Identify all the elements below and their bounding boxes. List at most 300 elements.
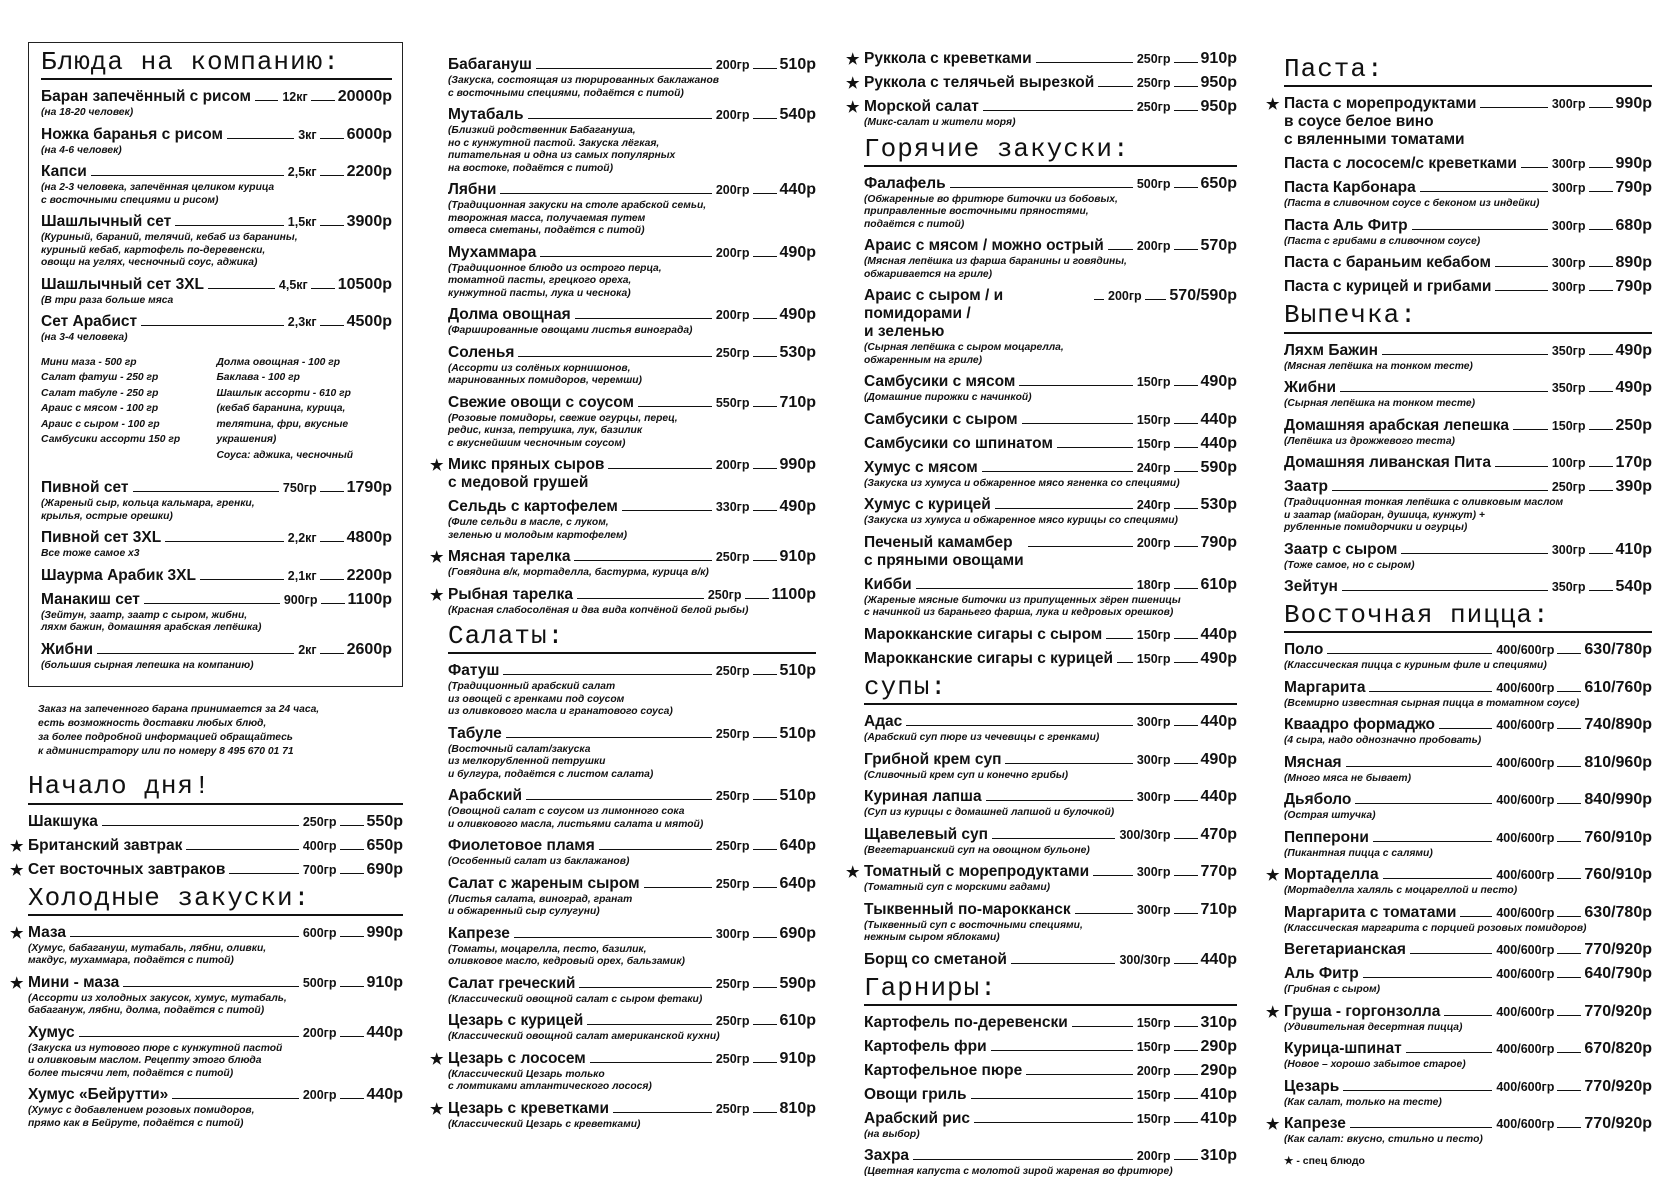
menu-item	[448, 56, 816, 100]
menu-item	[1284, 1078, 1652, 1110]
menu-item	[448, 975, 816, 1007]
item-price: 530р	[1200, 496, 1237, 514]
menu-item	[864, 626, 1237, 644]
leader-line	[1589, 229, 1613, 230]
item-weight: 2,3кг	[287, 315, 317, 330]
menu-item-row	[1284, 904, 1652, 922]
item-price: 810р	[779, 1099, 816, 1117]
item-weight: 3кг	[298, 127, 317, 142]
item-weight: 200гр	[1108, 289, 1142, 304]
star-icon: ★	[1266, 1116, 1280, 1134]
leader-line	[1094, 299, 1104, 300]
item-price: 390р	[1615, 478, 1652, 496]
menu-item	[41, 529, 392, 561]
section-title: Гарниры:	[864, 975, 1237, 1006]
leader-line	[1412, 229, 1548, 230]
item-weight: 250гр	[715, 789, 750, 804]
item-price: 2200р	[346, 163, 392, 181]
leader-line	[753, 849, 777, 850]
item-name: Груша - горгонзолла	[1284, 1002, 1441, 1020]
item-weight: 400/600гр	[1496, 1004, 1555, 1019]
item-description: (Близкий родственник Бабагануша, но с кунжутной пастой. Закуска лёгкая, питательная и одна из самых популярных на востоке, подаётся с питой)	[448, 125, 676, 174]
menu-item	[1284, 179, 1652, 211]
leader-line	[1346, 766, 1493, 767]
leader-line	[144, 603, 280, 604]
item-name: Марокканские сигары с курицей	[864, 649, 1113, 667]
item-weight: 200гр	[715, 308, 750, 322]
item-description: (Лепёшка из дрожжевого теста)	[1284, 435, 1455, 447]
item-description: (Традиционный арабский салат из овощей с гренками под соусом из оливкового масла и гранатового соуса)	[448, 681, 673, 718]
menu-item	[1284, 578, 1652, 596]
item-price: 540р	[779, 106, 816, 123]
item-name: Паста Карбонара	[1284, 179, 1416, 197]
menu-item	[28, 813, 403, 831]
item-weight: 100гр	[1551, 456, 1586, 471]
item-price: 1100р	[771, 585, 816, 603]
item-weight: 200гр	[1136, 1063, 1171, 1078]
leader-line	[916, 588, 1133, 589]
item-price: 610р	[1200, 575, 1237, 593]
menu-item-row	[1284, 754, 1652, 772]
item-description: (Закуска из хумуса и обжаренное мясо курицы со специями)	[864, 515, 1178, 527]
menu-item	[448, 662, 816, 719]
item-price: 2200р	[346, 566, 392, 584]
item-name: Рыбная тарелка	[448, 585, 574, 603]
item-weight: 200гр	[1136, 1149, 1171, 1164]
item-name: Капрезе	[1284, 1115, 1346, 1133]
leader-line	[320, 138, 344, 139]
leader-line	[1557, 916, 1581, 917]
leader-line	[208, 288, 275, 289]
item-description: (Традиционная закуски на столе арабской семьи, творожная масса, получаемая путем отвеса сметаны, подаётся с питой)	[448, 200, 707, 236]
leader-line	[1589, 290, 1613, 291]
item-price: 640/790р	[1584, 965, 1652, 983]
leader-line	[1327, 653, 1492, 654]
item-price: 590р	[1200, 458, 1237, 476]
item-price: 410р	[1615, 540, 1652, 558]
menu-item-row	[864, 751, 1237, 769]
section-title: Паста:	[1284, 56, 1652, 87]
item-price: 6000р	[346, 125, 392, 143]
leader-line	[1513, 429, 1548, 430]
leader-line	[974, 1122, 1133, 1123]
item-name: Цезарь с курицей	[448, 1012, 584, 1030]
item-name: Морской салат	[864, 98, 979, 115]
leader-line	[186, 849, 298, 850]
item-name: Табуле	[448, 724, 502, 742]
menu-item	[28, 1024, 403, 1081]
menu-item	[1284, 379, 1652, 411]
item-weight: 150гр	[1136, 627, 1171, 642]
leader-line	[579, 987, 711, 988]
leader-line	[913, 1159, 1133, 1160]
menu-item	[41, 479, 392, 523]
menu-item	[10, 860, 403, 879]
leader-line	[514, 937, 712, 938]
leader-line	[1174, 86, 1198, 87]
menu-item	[10, 923, 403, 968]
menu-item	[864, 411, 1237, 429]
leader-line	[340, 1098, 364, 1099]
leader-line	[1557, 1127, 1581, 1128]
leader-line	[1174, 1050, 1198, 1051]
leader-line	[340, 873, 364, 874]
item-description: (Овощной салат с соусом из лимонного сока и оливкового масла, листьями салата и мятой)	[448, 806, 704, 830]
menu-item-row	[864, 1086, 1237, 1104]
item-description: (Розовые помидоры, свежие огурцы, перец, редис, кинза, петрушка, лук, базилик с вкуснейшим чесночным соусом)	[448, 412, 678, 449]
item-description: (Всемирно известная сырная пицца в томатном соусе)	[1284, 697, 1580, 709]
item-name: Сет Арабист	[41, 313, 138, 331]
item-price: 990р	[366, 923, 403, 941]
item-name: Щавелевый суп	[864, 825, 989, 843]
menu-item	[864, 373, 1237, 405]
item-price: 770/920р	[1584, 941, 1652, 959]
item-description: (на выбор)	[864, 1128, 920, 1140]
item-weight: 400/600гр	[1496, 1117, 1555, 1132]
leader-line	[1093, 875, 1133, 876]
item-description: (Новое – хорошо забытое старое)	[1284, 1059, 1466, 1071]
item-description: (Классический Цезарь с креветками)	[448, 1118, 641, 1130]
leader-line	[1174, 1122, 1198, 1123]
leader-line	[1174, 875, 1198, 876]
menu-item	[1284, 791, 1652, 823]
item-weight: 750гр	[282, 481, 317, 496]
item-weight: 250гр	[1136, 76, 1171, 90]
leader-line	[1036, 62, 1133, 63]
leader-line	[1174, 471, 1198, 472]
star-icon: ★	[1266, 96, 1280, 114]
item-name: Шаурма Арабик 3XL	[41, 566, 196, 584]
item-description: (Закуска из хумуса и обжаренное мясо ягненка со специями)	[864, 477, 1180, 489]
item-price: 690р	[366, 860, 403, 878]
item-price: 990р	[1615, 95, 1652, 113]
item-name: Арабский	[448, 787, 523, 805]
leader-line	[753, 256, 777, 257]
leader-line	[1174, 638, 1198, 639]
leader-line	[753, 193, 777, 194]
item-name: Жибни	[41, 640, 94, 658]
leader-line	[753, 674, 777, 675]
leader-line	[1557, 1015, 1581, 1016]
item-price: 510р	[779, 787, 816, 805]
menu-item-row	[448, 244, 816, 262]
menu-item	[448, 106, 816, 175]
item-name: Салат греческий	[448, 974, 576, 992]
item-name: Заатр	[1284, 478, 1329, 496]
leader-line	[1098, 86, 1133, 87]
leader-line	[992, 838, 1115, 839]
menu-item	[1284, 342, 1652, 374]
menu-item-row	[448, 586, 816, 604]
leader-line	[1174, 447, 1198, 448]
leader-line	[123, 986, 299, 987]
item-weight: 300гр	[1551, 97, 1586, 112]
item-description: (Тыквенный суп с восточными специями, нежным сыром яблоками)	[864, 919, 1083, 944]
item-price: 790р	[1615, 179, 1652, 197]
menu-item	[41, 163, 392, 207]
menu-item	[430, 456, 816, 492]
item-description: (Тоже самое, но с сыром)	[1284, 559, 1415, 571]
leader-line	[340, 849, 364, 850]
leader-line	[950, 187, 1133, 188]
item-name: Печеный камамбер с пряными овощами	[864, 533, 1024, 569]
item-description: (Говядина в/к, мортаделла, бастурма, курица в/к)	[448, 567, 709, 578]
item-name: Самбусики с мясом	[864, 373, 1016, 391]
item-weight: 200гр	[1136, 239, 1171, 254]
item-name: Капси	[41, 163, 87, 181]
menu-item-row	[448, 1050, 816, 1068]
menu-item-row	[1284, 1040, 1652, 1058]
leader-line	[1557, 1052, 1581, 1053]
leader-line	[1460, 916, 1492, 917]
item-description: (Мясная лепёшка из фарша баранины и говядины, обжаривается на гриле)	[864, 256, 1127, 280]
menu-item-row	[864, 175, 1237, 193]
menu-item-row	[864, 1110, 1237, 1128]
menu-column-4	[1266, 50, 1652, 1167]
item-weight: 250гр	[715, 345, 750, 360]
leader-line	[638, 406, 712, 407]
menu-item	[1284, 254, 1652, 272]
item-weight: 350гр	[1551, 580, 1586, 595]
item-price: 910р	[779, 1049, 816, 1067]
item-description: (Закуска, состоящая из пюрированных баклажанов с восточными специями, подаётся с питой)	[448, 75, 720, 99]
item-description: (Удивительная десертная пицца)	[1284, 1021, 1463, 1033]
item-name: Поло	[1284, 641, 1324, 659]
item-price: 490р	[1615, 379, 1652, 397]
item-price: 550р	[366, 812, 403, 830]
item-weight: 250гр	[1551, 480, 1586, 495]
menu-item-row	[41, 313, 392, 331]
menu-item-row	[864, 1147, 1237, 1165]
menu-item	[864, 237, 1237, 281]
item-price: 410р	[1200, 1085, 1237, 1103]
item-description: (Хумус, бабагануш, мутабаль, лябни, оливки, макдус, мухаммара, подаётся с питой)	[28, 942, 267, 967]
menu-item	[448, 787, 816, 831]
item-price: 440р	[366, 1086, 403, 1104]
item-description: (Грибная с сыром)	[1284, 984, 1381, 996]
item-name: Мутабаль	[448, 106, 524, 123]
item-price: 490р	[779, 306, 816, 323]
star-icon: ★	[846, 99, 860, 116]
item-name: Руккола с телячьей вырезкой	[864, 74, 1095, 91]
leader-line	[102, 825, 299, 826]
menu-item	[864, 1014, 1237, 1032]
item-price: 710р	[1200, 900, 1237, 918]
star-icon: ★	[846, 75, 860, 92]
leader-line	[1057, 447, 1133, 448]
item-price: 640р	[779, 837, 816, 855]
menu-item	[864, 1086, 1237, 1104]
leader-line	[165, 541, 284, 542]
leader-line	[995, 508, 1133, 509]
item-price: 760/910р	[1584, 866, 1652, 884]
item-name: Паста Аль Фитр	[1284, 216, 1408, 234]
leader-line	[1174, 110, 1198, 111]
leader-line	[577, 598, 704, 599]
section-title: Восточная пицца:	[1284, 602, 1652, 633]
leader-line	[340, 936, 364, 937]
item-name: Мясная	[1284, 753, 1342, 771]
star-icon: ★	[430, 457, 444, 474]
item-price: 510р	[779, 662, 816, 680]
leader-line	[1557, 1090, 1581, 1091]
item-weight: 240гр	[1136, 460, 1171, 475]
item-description: (Красная слабосолёная и два вида копчёной белой рыбы)	[448, 604, 749, 616]
item-weight: 12кг	[282, 90, 308, 105]
item-name: Кваадро формаджо	[1284, 716, 1435, 734]
item-name: Сельдь с картофелем	[448, 498, 618, 515]
leader-line	[1332, 490, 1548, 491]
menu-column-3	[846, 50, 1237, 1185]
item-weight: 400/600гр	[1496, 793, 1555, 808]
item-description: (Сливочный крем суп и конечно грибы)	[864, 769, 1069, 781]
item-name: Паста с курицей и грибами	[1284, 278, 1492, 296]
leader-line	[753, 1112, 777, 1113]
item-name: Шашлычный сет 3XL	[41, 275, 204, 293]
menu-item-row	[864, 459, 1237, 477]
item-price: 760/910р	[1584, 828, 1652, 846]
menu-item-row	[1284, 866, 1652, 884]
item-price: 910р	[779, 548, 816, 565]
menu-item-row	[864, 287, 1237, 341]
item-description: (Восточный салат/закуска из мелкорубленной петрушки и булгура, подаётся с листом салата)	[448, 743, 654, 780]
leader-line	[1174, 963, 1198, 964]
item-weight: 150гр	[1551, 418, 1586, 433]
leader-line	[506, 737, 712, 738]
legend	[1284, 1155, 1652, 1167]
item-weight: 400/600гр	[1496, 830, 1555, 845]
item-weight: 400/600гр	[1496, 905, 1555, 920]
item-description: (В три раза больше мяса	[41, 294, 174, 306]
leader-line	[986, 800, 1133, 801]
menu-item-row	[1284, 1003, 1652, 1021]
menu-item	[1284, 155, 1652, 173]
item-price: 490р	[779, 243, 816, 261]
item-weight: 350гр	[1551, 343, 1586, 358]
item-description: (Хумус с добавлением розовых помидоров, прямо как в Бейруте, подаётся с питой)	[28, 1105, 255, 1129]
leader-line	[1174, 1074, 1198, 1075]
leader-line	[1363, 977, 1493, 978]
item-weight: 300гр	[715, 926, 750, 941]
item-name: Хумус «Бейрутти»	[28, 1086, 169, 1104]
item-name: Адас	[864, 713, 903, 731]
item-name: Свежие овощи с соусом	[448, 393, 634, 411]
menu-item	[864, 576, 1237, 620]
item-price: 1100р	[347, 590, 392, 608]
leader-line	[1174, 508, 1198, 509]
item-weight: 300гр	[1551, 542, 1586, 557]
leader-line	[1174, 838, 1198, 839]
leader-line	[1174, 913, 1198, 914]
leader-line	[753, 356, 777, 357]
item-weight: 300гр	[1551, 218, 1586, 233]
section-title: супы:	[864, 674, 1237, 705]
menu-item	[41, 276, 392, 308]
item-price: 490р	[1615, 341, 1652, 359]
leader-line	[70, 936, 299, 937]
leader-line	[1350, 1127, 1493, 1128]
menu-item	[430, 585, 816, 618]
leader-line	[133, 491, 279, 492]
item-price: 840/990р	[1584, 791, 1652, 809]
item-name: Мини - маза	[28, 973, 120, 991]
menu-item	[41, 591, 392, 635]
leader-line	[971, 1098, 1133, 1099]
menu-item	[864, 901, 1237, 945]
item-description: (Классическая маргарита с порцией розовых помидоров)	[1284, 922, 1587, 934]
leader-line	[1557, 691, 1581, 692]
item-price: 490р	[1200, 373, 1237, 391]
menu-item	[10, 836, 403, 855]
item-weight: 250гр	[707, 587, 742, 602]
item-price: 640р	[779, 874, 816, 892]
item-name: Дьяболо	[1284, 791, 1352, 809]
leader-line	[1410, 953, 1492, 954]
leader-line	[1589, 354, 1613, 355]
item-name: Фатуш	[448, 662, 500, 680]
leader-line	[753, 406, 777, 407]
menu-item	[1266, 1115, 1652, 1147]
leader-line	[613, 1112, 712, 1113]
item-description: (Классическая пицца с куриным филе и специями)	[1284, 660, 1547, 672]
menu-item-row	[448, 1012, 816, 1030]
item-weight: 200гр	[715, 183, 750, 197]
leader-line	[1019, 385, 1132, 386]
leader-line	[1026, 1074, 1133, 1075]
leader-line	[1174, 763, 1198, 764]
item-name: Хумус с курицей	[864, 496, 991, 514]
leader-line	[1557, 841, 1581, 842]
leader-line	[982, 471, 1133, 472]
item-name: Самбусики со шпинатом	[864, 434, 1053, 452]
item-name: Зейтун	[1284, 578, 1338, 596]
item-weight: 400/600гр	[1496, 1079, 1555, 1094]
leader-line	[1495, 466, 1548, 467]
leader-line	[1005, 763, 1132, 764]
item-name: Соленья	[448, 343, 515, 361]
item-weight: 200гр	[715, 108, 750, 122]
item-price: 650р	[1200, 174, 1237, 192]
menu-item-row	[864, 626, 1237, 644]
item-price: 790р	[1200, 533, 1237, 551]
item-price: 570р	[1200, 237, 1237, 255]
item-weight: 400/600гр	[1496, 755, 1555, 770]
menu-item-row	[864, 576, 1237, 594]
item-description: (Мясная лепёшка на тонком тесте)	[1284, 360, 1473, 372]
item-description: (Классический овощной салат с сыром фетаки)	[448, 993, 703, 1005]
menu-item-row	[448, 456, 816, 492]
star-icon: ★	[430, 1100, 444, 1118]
item-description: (Сырная лепёшка на тонком тесте)	[1284, 398, 1476, 410]
item-name: Ножка баранья с рисом	[41, 125, 223, 143]
item-price: 610/760р	[1584, 678, 1652, 696]
item-name: Марокканские сигары с сыром	[864, 625, 1103, 643]
item-weight: 200гр	[715, 245, 750, 260]
leader-line	[1557, 728, 1581, 729]
item-weight: 250гр	[715, 550, 750, 564]
menu-item-row	[448, 181, 816, 199]
item-weight: 150гр	[1136, 1087, 1171, 1102]
item-description: (Томатный суп с морскими гадами)	[864, 882, 1051, 894]
leader-line	[320, 541, 344, 542]
menu-item	[864, 435, 1237, 453]
leader-line	[1145, 299, 1167, 300]
item-price: 510р	[779, 56, 816, 73]
leader-line	[340, 986, 364, 987]
leader-line	[1557, 878, 1581, 879]
menu-item	[430, 548, 816, 580]
item-description: (Куриный, бараний, телячий, кебаб из баранины, куриный кебаб, картофель по-деревенски, овощи на углях, чесночный соус, аджика)	[41, 232, 298, 269]
